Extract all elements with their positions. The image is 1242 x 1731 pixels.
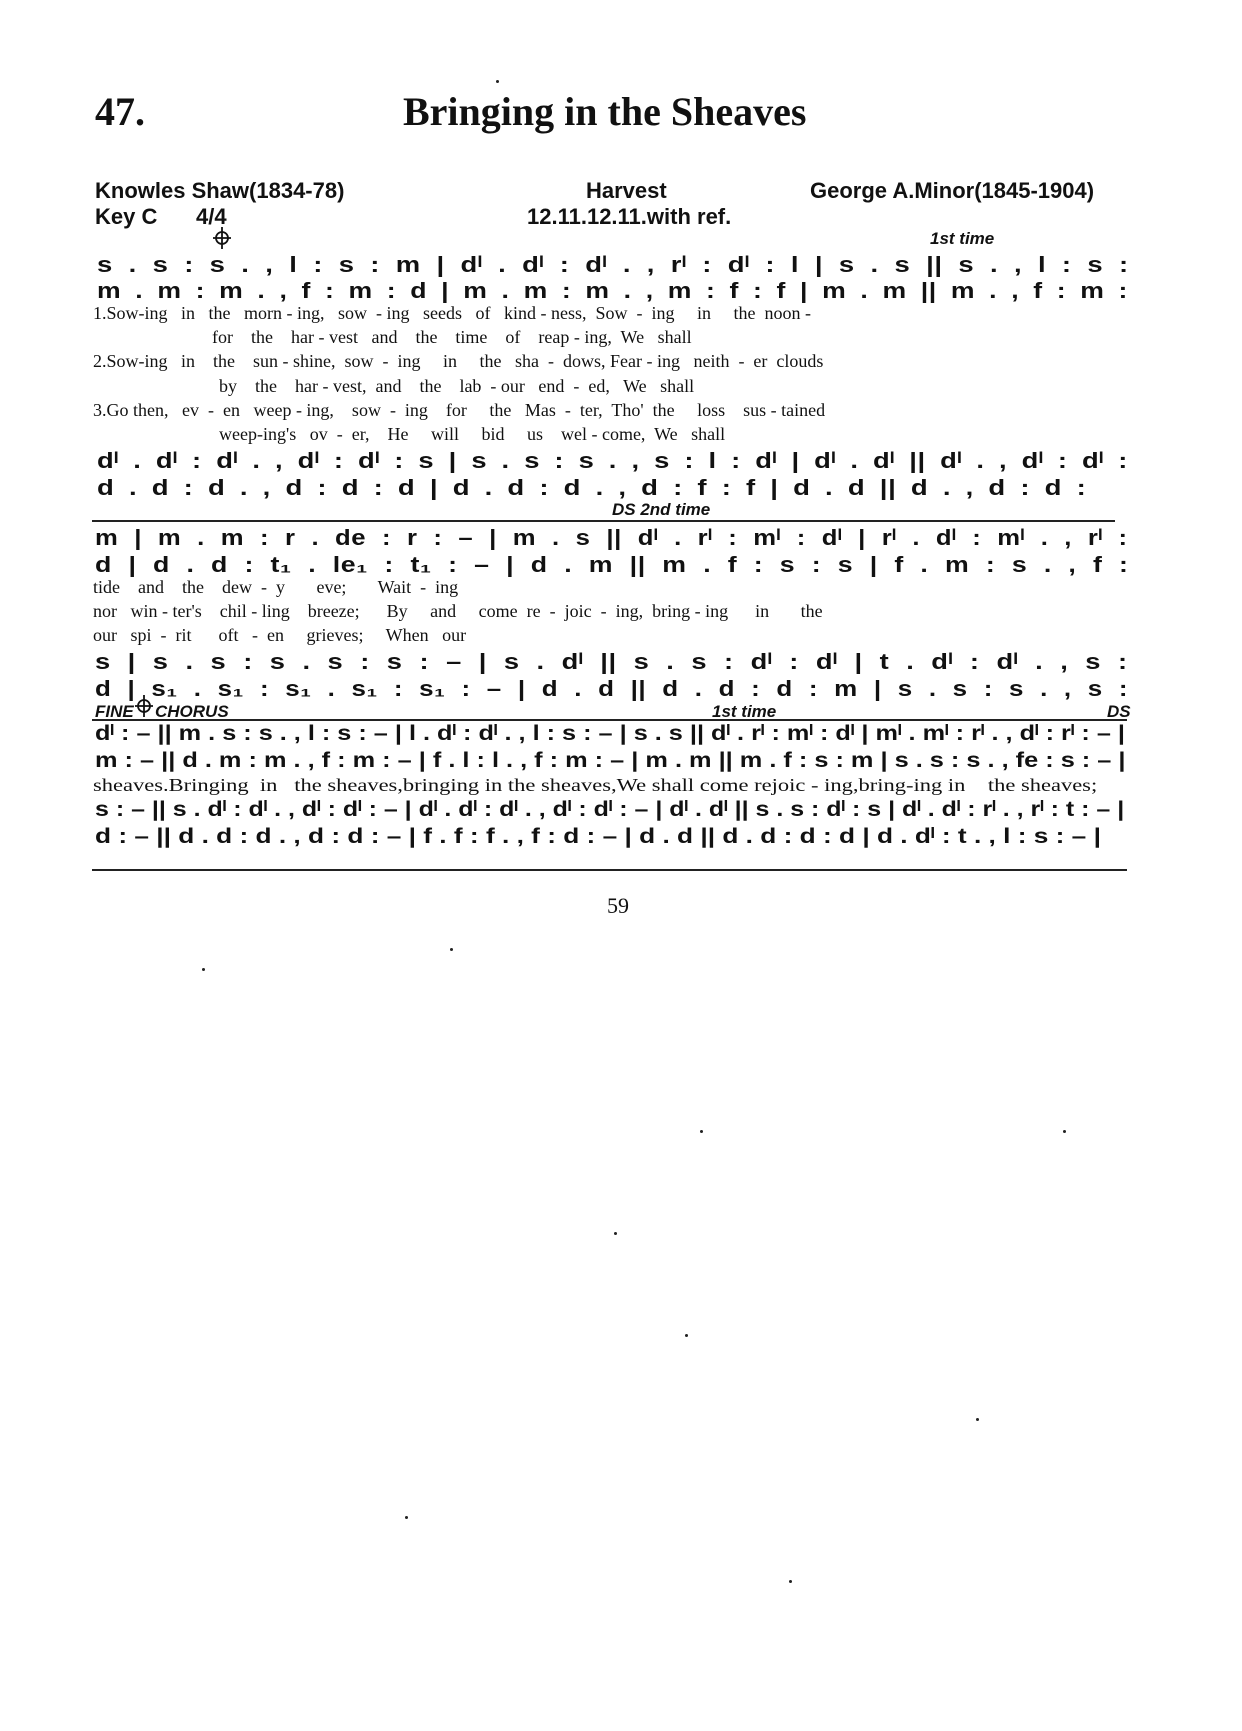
time-signature: 4/4 — [196, 204, 227, 229]
system1-verse2-line1: 2.Sow-ing in the sun - shine, sow - ing in the sha - dows, Fear - ing neith - er clouds — [93, 351, 824, 371]
hymn-number: 47. — [95, 89, 145, 134]
system3-soprano: dˡ : – || m . s : s . , l : s : – | l . dˡ : dˡ . , l : s : – | s . s || dˡ . rˡ : mˡ : dˡ | mˡ . mˡ : rˡ . , dˡ : rˡ : – | — [95, 722, 1126, 745]
page-number: 59 — [607, 893, 629, 918]
system3-bass: d : – || d . d : d . , d : d : – | f . f : f . , f : d : – | d . d || d . d : d : d | d . dˡ : t . , l : s : – | — [95, 825, 1101, 848]
scan-speck — [976, 1418, 979, 1421]
system3-alto: m : – || d . m : m . , f : m : – | f . l : l . , f : m : – | m . m || m . f : s : m | s . s : s . , fe : s : – | — [95, 749, 1126, 772]
system2-tenor: s | s . s : s . s : s : – | s . dˡ || s . s : dˡ : dˡ | t . dˡ : dˡ . , s : — [95, 649, 1128, 674]
system2-soprano: m | m . m : r . de : r : – | m . s || dˡ . rˡ : mˡ : dˡ | rˡ . dˡ : mˡ . , rˡ : — [95, 525, 1128, 550]
scan-speck — [202, 968, 205, 971]
scan-speck — [496, 80, 499, 83]
fine-marker: FINE — [95, 702, 134, 721]
ds-second-time-marker: DS 2nd time — [612, 500, 711, 519]
scan-speck — [685, 1334, 688, 1337]
system1-verse1-line2: for the har - vest and the time of reap - ing, We shall — [212, 327, 692, 347]
scan-speck — [450, 948, 453, 951]
system3-lyric: sheaves.Bringing in the sheaves,bringing in the sheaves,We shall come rejoic - ing,bring-ing in the sheaves; — [93, 775, 1098, 795]
system2-alto: d | d . d : t₁ . le₁ : t₁ : – | d . m || m . f : s : s | f . m : s . , f : — [95, 552, 1129, 577]
author: Knowles Shaw(1834-78) — [95, 178, 345, 203]
system1-verse3-line1: 3.Go then, ev - en weep - ing, sow - ing for the Mas - ter, Tho' the loss sus - tained — [93, 400, 826, 420]
hymn-title: Bringing in the Sheaves — [403, 89, 807, 134]
bottom-rule — [92, 869, 1127, 871]
system1-soprano: s . s : s . , l : s : m | dˡ . dˡ : dˡ . , rˡ : dˡ : l | s . s || s . , l : s : — [97, 252, 1129, 277]
system2-verse3: our spi - rit oft - en grieves; When our — [93, 625, 467, 645]
system1-alto: m . m : m . , f : m : d | m . m : m . , m : f : f | m . m || m . , f : m : — [97, 278, 1128, 303]
system-divider — [92, 520, 1115, 522]
system1-bass: d . d : d . , d : d : d | d . d : d . , d : f : f | d . d || d . , d : d : — [97, 475, 1087, 500]
composer: George A.Minor(1845-1904) — [810, 178, 1095, 203]
tune-name: Harvest — [586, 178, 667, 203]
scan-speck — [1063, 1130, 1066, 1133]
scan-speck — [700, 1130, 703, 1133]
system1-verse1-line1: 1.Sow-ing in the morn - ing, sow - ing seeds of kind - ness, Sow - ing in the noon - — [93, 303, 811, 323]
meter: 12.11.12.11.with ref. — [527, 204, 732, 229]
scan-speck — [405, 1516, 408, 1519]
system-divider — [92, 719, 1127, 721]
first-time-marker-2: 1st time — [712, 702, 777, 721]
segno-icon — [211, 226, 233, 250]
system1-tenor: dˡ . dˡ : dˡ . , dˡ : dˡ : s | s . s : s . , s : l : dˡ | dˡ . dˡ || dˡ . , dˡ : dˡ : — [97, 448, 1128, 473]
system2-bass: d | s₁ . s₁ : s₁ . s₁ : s₁ : – | d . d || d . d : d : m | s . s : s . , s : — [95, 676, 1129, 701]
system3-tenor: s : – || s . dˡ : dˡ . , dˡ : dˡ : – | dˡ . dˡ : dˡ . , dˡ : dˡ : – | dˡ . dˡ || s . s : dˡ : s | dˡ . dˡ : rˡ . , rˡ : t : – | — [95, 798, 1125, 821]
system1-verse3-line2: weep-ing's ov - er, He will bid us wel - come, We shall — [219, 424, 726, 444]
chorus-marker: CHORUS — [155, 702, 229, 721]
system2-verse1: tide and the dew - y eve; Wait - ing — [93, 577, 459, 597]
system2-verse2: nor win - ter's chil - ling breeze; By and come re - joic - ing, bring - ing in the — [93, 601, 823, 621]
scan-speck — [614, 1232, 617, 1235]
key-signature: Key C — [95, 204, 158, 229]
scan-speck — [789, 1580, 792, 1583]
segno-icon — [133, 694, 155, 718]
system1-verse2-line2: by the har - vest, and the lab - our end - ed, We shall — [219, 376, 695, 396]
ds-marker: DS — [1107, 702, 1131, 721]
first-time-marker: 1st time — [930, 229, 995, 248]
